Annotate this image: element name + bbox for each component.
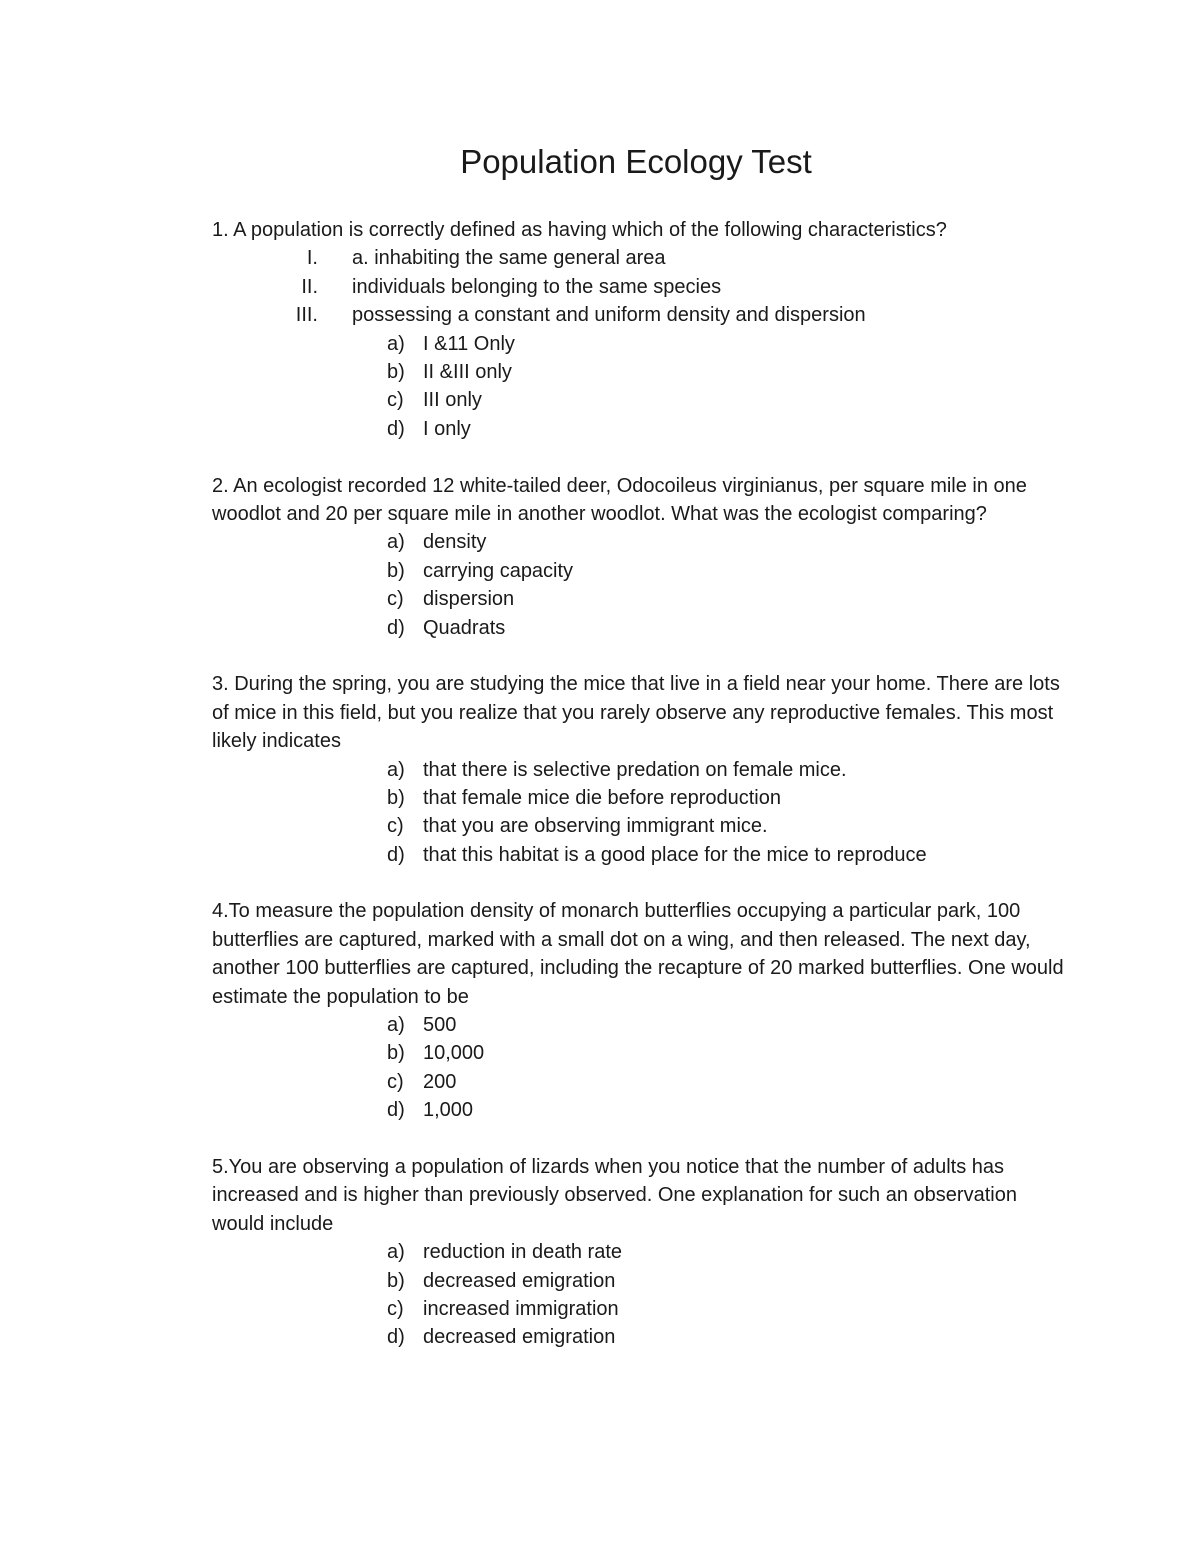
answer-option	[212, 415, 1072, 443]
option-letter: a)	[387, 1241, 405, 1264]
answer-option	[212, 1295, 1072, 1323]
statement-item	[212, 273, 1072, 301]
option-text: decreased emigration	[423, 1269, 616, 1292]
statement-text: possessing a constant and uniform density and dispersion	[352, 304, 866, 327]
option-letter: a)	[387, 758, 405, 781]
question-5-text: 5.You are observing a population of lizards when you notice that the number of adults has increased and is higher than previously observed. One explanation for such an observation would include	[212, 1156, 1017, 1235]
question-2	[212, 472, 1072, 642]
answer-option	[212, 358, 1072, 386]
answer-option	[212, 614, 1072, 642]
statement-text: a. inhabiting the same general area	[352, 247, 666, 270]
option-letter: c)	[387, 588, 404, 611]
option-letter: d)	[387, 1099, 405, 1122]
option-letter: a)	[387, 332, 405, 355]
question-1-text: 1. A population is correctly defined as having which of the following characteristics?	[212, 219, 947, 241]
answer-option	[212, 841, 1072, 869]
question-2-options	[212, 528, 1072, 642]
question-3-options	[212, 756, 1072, 870]
option-text: III only	[423, 389, 482, 412]
option-text: I only	[423, 417, 471, 440]
question-1-statements	[212, 244, 1072, 329]
question-1	[212, 216, 1072, 443]
option-letter: d)	[387, 843, 405, 866]
option-letter: b)	[387, 559, 405, 582]
option-letter: a)	[387, 531, 405, 554]
option-letter: c)	[387, 389, 404, 412]
option-letter: d)	[387, 417, 405, 440]
option-text: reduction in death rate	[423, 1241, 623, 1264]
option-letter: b)	[387, 360, 405, 383]
option-text: II &III only	[423, 360, 512, 383]
option-text: 500	[423, 1014, 457, 1037]
answer-option	[212, 1267, 1072, 1295]
question-4	[212, 897, 1072, 1124]
answer-option	[212, 1323, 1072, 1351]
statement-item	[212, 244, 1072, 272]
statement-numeral: I.	[306, 247, 318, 270]
option-text: decreased emigration	[423, 1326, 616, 1349]
question-4-options	[212, 1011, 1072, 1125]
question-5	[212, 1153, 1072, 1352]
option-text: carrying capacity	[423, 559, 574, 582]
answer-option	[212, 330, 1072, 358]
statement-numeral: II.	[301, 275, 318, 298]
option-letter: d)	[387, 1326, 405, 1349]
option-text: 1,000	[423, 1099, 474, 1122]
question-3-text: 3. During the spring, you are studying the mice that live in a field near your home. There are lots of mice in this field, but you realize that you rarely observe any reproductive females. This most likely indicates	[212, 673, 1060, 753]
question-5-options	[212, 1238, 1072, 1352]
question-3	[212, 670, 1072, 869]
option-text: dispersion	[423, 588, 515, 611]
option-text: that this habitat is a good place for the mice to reproduce	[423, 843, 927, 866]
option-text: increased immigration	[423, 1298, 619, 1321]
option-text: I &11 Only	[423, 332, 515, 355]
answer-option	[212, 557, 1072, 585]
answer-option	[212, 386, 1072, 414]
statement-numeral: III.	[295, 304, 318, 327]
option-text: density	[423, 531, 487, 554]
option-letter: c)	[387, 815, 404, 838]
option-letter: d)	[387, 616, 405, 639]
option-text: that there is selective predation on female mice.	[423, 758, 847, 781]
option-letter: b)	[387, 786, 405, 809]
page-title: Population Ecology Test	[460, 143, 812, 180]
answer-option	[212, 812, 1072, 840]
answer-option	[212, 1039, 1072, 1067]
option-letter: c)	[387, 1298, 404, 1321]
answer-option	[212, 528, 1072, 556]
statement-item	[212, 301, 1072, 329]
option-text: 10,000	[423, 1042, 485, 1065]
answer-option	[212, 1011, 1072, 1039]
answer-option	[212, 1238, 1072, 1266]
question-4-text: 4.To measure the population density of monarch butterflies occupying a particular park, 100 butterflies are captured, marked with a small dot on a wing, and then released. The next day, another 100 butterflies are captured, including the recapture of 20 marked butterflies. One would estimate the population to be	[212, 900, 1064, 1008]
question-2-text: 2. An ecologist recorded 12 white-tailed deer, Odocoileus virginianus, per square mile in one woodlot and 20 per square mile in another woodlot. What was the ecologist comparing?	[212, 474, 1027, 525]
option-letter: b)	[387, 1042, 405, 1065]
option-letter: b)	[387, 1269, 405, 1292]
answer-option	[212, 1068, 1072, 1096]
option-text: that female mice die before reproduction	[423, 786, 781, 809]
option-letter: a)	[387, 1014, 405, 1037]
option-text: Quadrats	[423, 616, 506, 639]
option-text: 200	[423, 1070, 457, 1093]
option-text: that you are observing immigrant mice.	[423, 815, 768, 838]
question-list	[212, 216, 1072, 1380]
answer-option	[212, 585, 1072, 613]
question-1-options	[212, 330, 1072, 444]
answer-option	[212, 1096, 1072, 1124]
option-letter: c)	[387, 1070, 404, 1093]
answer-option	[212, 784, 1072, 812]
statement-text: individuals belonging to the same species	[352, 275, 722, 298]
answer-option	[212, 756, 1072, 784]
